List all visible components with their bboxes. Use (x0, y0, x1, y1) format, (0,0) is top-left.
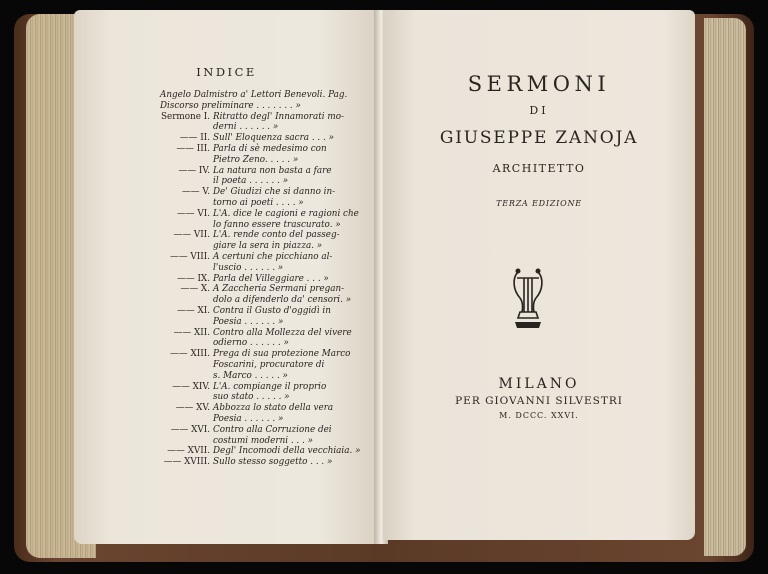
toc-entry-title: Prega di sua protezione Marco (213, 349, 351, 360)
index-title: INDICE (196, 65, 257, 79)
toc-entry-title: Contra il Gusto d'oggidì in (213, 305, 331, 316)
toc-entry-label: —— VI. (176, 208, 210, 219)
toc-entry-title: Parla di sè medesimo con (213, 143, 327, 154)
toc-entry-title: dolo a difenderlo da' censori. » (213, 295, 352, 306)
toc-entry-title: La natura non basta a fare (213, 165, 332, 176)
toc-entry-label: —— IV. (178, 165, 210, 176)
toc-entry-title: Contro alla Mollezza del vivere (213, 327, 352, 338)
toc-entry-title: derni . . . . . . » (213, 122, 279, 133)
toc-entry-title: A certuni che picchiano al- (213, 251, 333, 262)
toc-entry-title: costumi moderni . . . » (213, 435, 314, 446)
toc-entry-label: —— XII. (173, 327, 210, 338)
toc-entry-label: —— XIV. (172, 381, 210, 392)
toc-entry-title: s. Marco . . . . . » (213, 370, 288, 381)
toc-entry-label: —— V. (181, 187, 210, 198)
page-edges-right (704, 18, 746, 556)
toc-entry-title: giare la sera in piazza. » (213, 241, 323, 252)
title-di: DI (529, 104, 549, 117)
toc-entry-title: il poeta . . . . . . » (213, 176, 289, 187)
toc-entry-title: Poesia . . . . . . » (213, 413, 284, 424)
toc-entry-label: —— II. (179, 133, 210, 144)
toc-entry-label: —— IX. (177, 273, 210, 284)
toc-entry-label: —— III. (176, 143, 210, 154)
toc-entry-title: Sull' Eloquenza sacra . . . » (213, 133, 335, 144)
toc-entry-title: Contro alla Corruzione dei (213, 424, 332, 435)
author-name: GIUSEPPE ZANOJA (439, 128, 639, 148)
toc-entry-label: —— XVI. (170, 424, 210, 435)
toc-entry-title: Discorso preliminare . . . . . . . » (160, 100, 301, 111)
toc-entry-label: —— XIII. (170, 349, 210, 360)
left-page (74, 10, 379, 544)
toc-entry-label: —— XVIII. (163, 457, 210, 468)
author-profession: ARCHITETTO (492, 162, 586, 175)
toc-entry-label: Sermone I. (160, 111, 210, 122)
imprint-date: M. DCCC. XXVI. (499, 411, 579, 420)
toc-entry-label: —— VII. (173, 230, 210, 241)
imprint-publisher: PER GIOVANNI SILVESTRI (455, 395, 623, 407)
toc-entry-title: Poesia . . . . . . » (213, 316, 284, 327)
toc-entry-title: Abbozza lo stato della vera (213, 403, 334, 414)
toc-entry-title: Ritratto degl' Innamorati mo- (213, 111, 344, 122)
toc-entry-title: Angelo Dalmistro a' Lettori Benevoli. Pag. (160, 90, 348, 100)
toc-entry-title: suo stato . . . . . » (213, 392, 290, 403)
toc-entry-title: Foscarini, procuratore di (213, 359, 325, 370)
toc-entry-label: —— XV. (175, 403, 210, 414)
toc-entry-title: L'A. rende conto del passeg- (213, 230, 340, 241)
book-title: SERMONI (467, 72, 611, 96)
imprint-city: MILANO (498, 376, 580, 392)
toc-entry-title: torno ai poeti . . . . » (213, 197, 304, 208)
toc-entry-title: odierno . . . . . . » (213, 338, 289, 349)
toc-entry-label: —— XI. (177, 305, 210, 316)
toc-entry-title: L'A. dice le cagioni e ragioni che (213, 208, 359, 219)
toc-entry-title: A Zaccheria Sermani pregan- (213, 284, 345, 295)
toc-entry-title: Parla del Villeggiare . . . » (213, 273, 329, 284)
toc-entry-title: l'uscio . . . . . . » (213, 262, 284, 273)
toc-entry-title: Sullo stesso soggetto . . . » (213, 457, 333, 468)
toc-entry-label: —— VIII. (170, 251, 210, 262)
toc-entry-title: Pietro Zeno. . . . . » (213, 154, 299, 165)
toc-entry-label: —— XVII. (167, 446, 210, 457)
lyre-ornament-icon (509, 266, 547, 330)
toc-entry-title: De' Giudizi che si danno in- (213, 187, 336, 198)
toc-entry-title: Degl' Incomodi della vecchiaia. » (213, 446, 361, 457)
toc-entry-title: lo fanno essere trascurato. » (213, 219, 341, 230)
toc-entry-title: L'A. compiange il proprio (213, 381, 327, 392)
toc-entry-label: —— X. (180, 284, 210, 295)
edition-label: TERZA EDIZIONE (496, 199, 582, 208)
